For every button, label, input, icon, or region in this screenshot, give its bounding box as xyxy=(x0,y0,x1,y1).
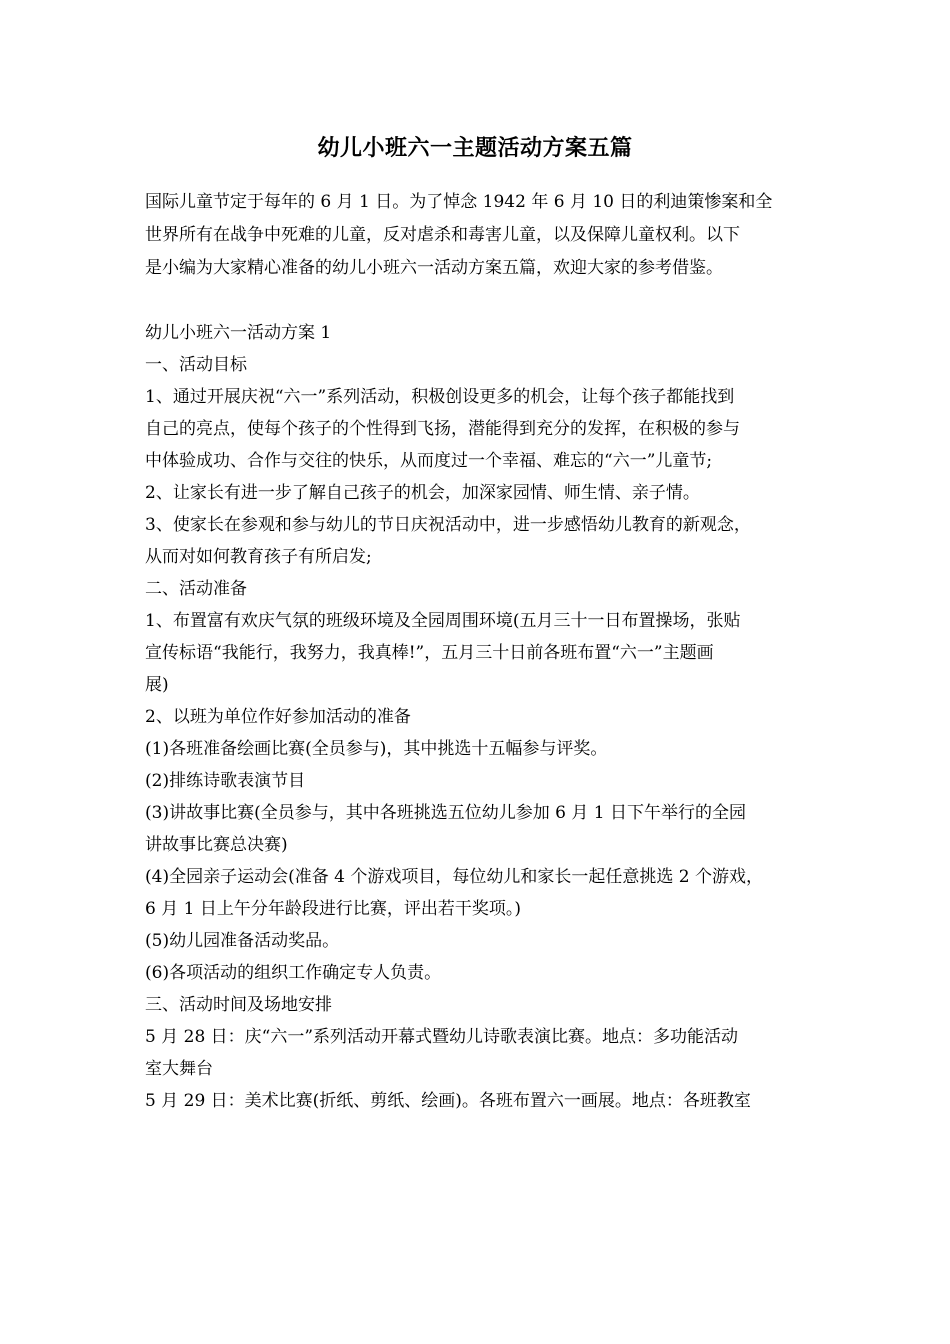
text-line: 从而对如何教育孩子有所启发; xyxy=(145,547,372,567)
list-item: (2)排练诗歌表演节目 xyxy=(145,771,306,791)
subheading-goals: 一、活动目标 xyxy=(145,355,247,375)
list-item: (4)全园亲子运动会(准备 4 个游戏项目，每位幼儿和家长一起任意挑选 2 个游戏， xyxy=(145,867,763,887)
text-line: 自己的亮点，使每个孩子的个性得到飞扬，潜能得到充分的发挥，在积极的参与 xyxy=(145,419,740,439)
text-line: 2、以班为单位作好参加活动的准备 xyxy=(145,707,411,727)
text-line: 宣传标语“我能行，我努力，我真棒!”，五月三十日前各班布置“六一”主题画 xyxy=(145,643,714,663)
intro-line: 国际儿童节定于每年的 6 月 1 日。为了悼念 1942 年 6 月 10 日的利迪策惨案和全 xyxy=(145,192,773,212)
list-item: (6)各项活动的组织工作确定专人负责。 xyxy=(145,963,442,983)
text-line: 3、使家长在参观和参与幼儿的节日庆祝活动中，进一步感悟幼儿教育的新观念， xyxy=(145,515,751,535)
text-line: 中体验成功、合作与交往的快乐，从而度过一个幸福、难忘的“六一”儿童节; xyxy=(145,451,713,471)
text-line: 展) xyxy=(145,675,169,695)
list-item: (5)幼儿园准备活动奖品。 xyxy=(145,931,340,951)
schedule-line: 5 月 28 日：庆“六一”系列活动开幕式暨幼儿诗歌表演比赛。地点：多功能活动 xyxy=(145,1027,739,1047)
intro-paragraph xyxy=(145,186,815,285)
list-item: (1)各班准备绘画比赛(全员参与)，其中挑选十五幅参与评奖。 xyxy=(145,739,608,759)
intro-line: 是小编为大家精心准备的幼儿小班六一活动方案五篇，欢迎大家的参考借鉴。 xyxy=(145,258,723,278)
subheading-preparation: 二、活动准备 xyxy=(145,579,247,599)
paragraph-gap xyxy=(145,285,815,317)
document-body xyxy=(145,186,815,1117)
plan-1-section xyxy=(145,317,815,1117)
section-heading: 幼儿小班六一活动方案 1 xyxy=(145,323,332,343)
text-line: 讲故事比赛总决赛) xyxy=(145,835,288,855)
schedule-line: 5 月 29 日：美术比赛(折纸、剪纸、绘画)。各班布置六一画展。地点：各班教室 xyxy=(145,1091,751,1111)
document-title: 幼儿小班六一主题活动方案五篇 xyxy=(317,135,633,161)
text-line: 1、布置富有欢庆气氛的班级环境及全园周围环境(五月三十一日布置操场，张贴 xyxy=(145,611,741,631)
text-line: 1、通过开展庆祝“六一”系列活动，积极创设更多的机会，让每个孩子都能找到 xyxy=(145,387,735,407)
text-line: 2、让家长有进一步了解自己孩子的机会，加深家园情、师生情、亲子情。 xyxy=(145,483,700,503)
intro-line: 世界所有在战争中死难的儿童，反对虐杀和毒害儿童，以及保障儿童权利。以下 xyxy=(145,225,740,245)
list-item: (3)讲故事比赛(全员参与，其中各班挑选五位幼儿参加 6 月 1 日下午举行的全园 xyxy=(145,803,746,823)
text-line: 室大舞台 xyxy=(145,1059,213,1079)
subheading-schedule: 三、活动时间及场地安排 xyxy=(145,995,332,1015)
text-line: 6 月 1 日上午分年龄段进行比赛，评出若干奖项。) xyxy=(145,899,521,919)
